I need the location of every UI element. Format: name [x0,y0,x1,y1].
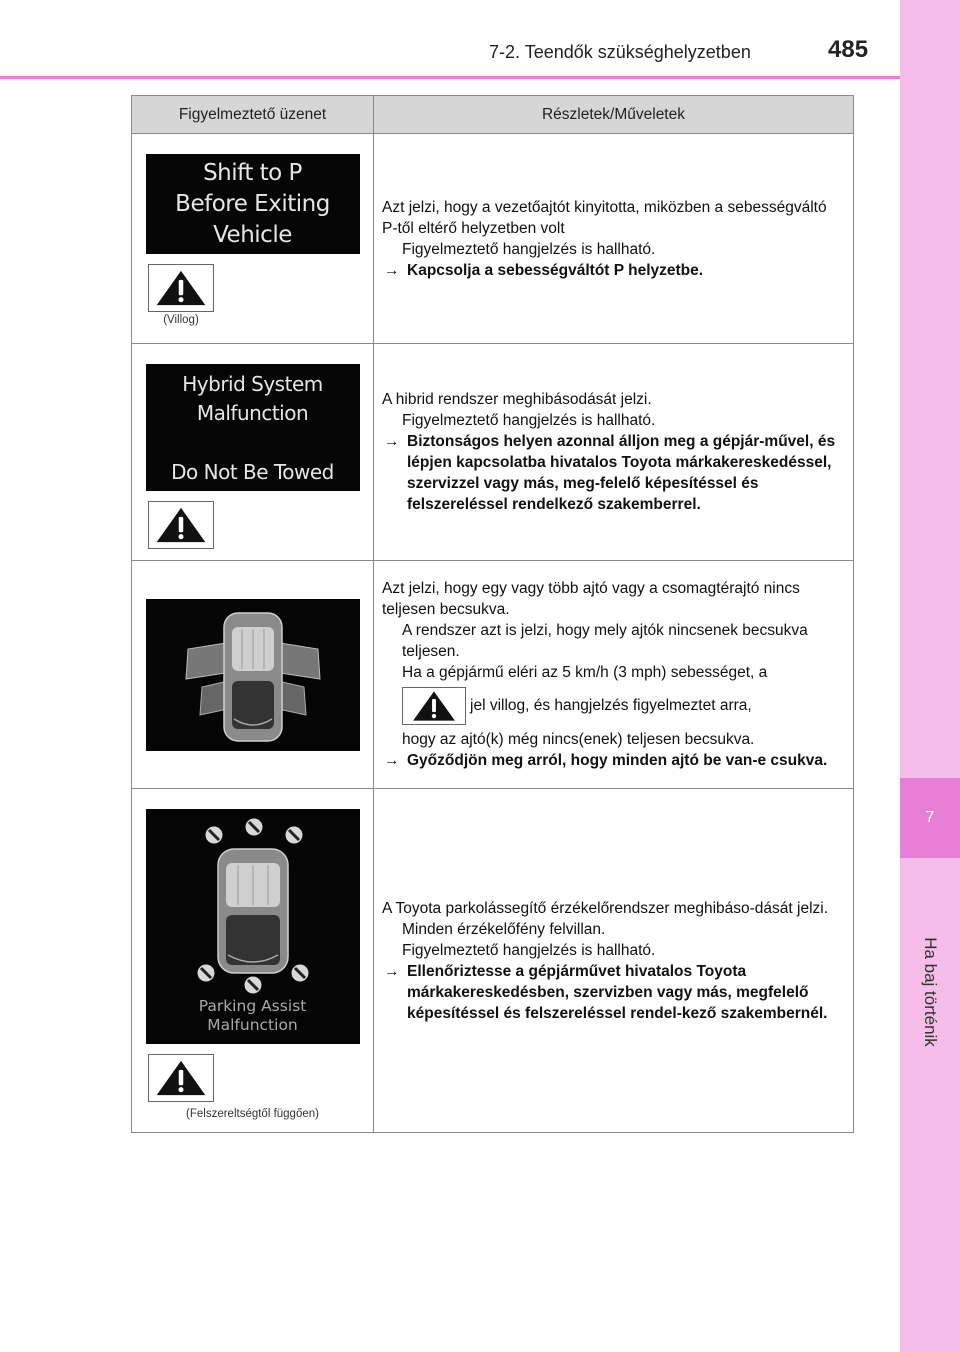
chapter-sidebar [900,0,960,1352]
chapter-number-tab: 7 [900,778,960,858]
sensor-icon [291,965,308,982]
detail-text: Figyelmeztető hangjelzés is hallható. [402,412,656,429]
details-cell [374,344,854,561]
table-header-row [132,96,854,134]
chapter-title: Ha baj történik [921,937,940,1047]
section-title: 7-2. Teendők szükséghelyzetben [489,42,751,62]
display-line: Before Exiting [175,191,330,217]
warning-triangle-icon [148,1054,214,1102]
car-doors-open-icon [146,599,360,751]
warning-message-table [131,95,854,1133]
detail-text-with-icon: jel villog, és hangjelzés figyelmeztet arra, [382,687,841,725]
arrow-icon: → [384,962,400,980]
table-row [132,789,854,1133]
action-text: → Ellenőriztesse a gépjárművet hivatalos Toyota márkakereskedésben, szervizben vagy más, megfelelő képesítéssel és felszereléssel rendel-kező szakembernél. [384,962,828,1022]
display-line: Malfunction [196,401,309,425]
sensor-icon [285,827,302,844]
display-line: Shift to P [203,160,302,186]
details-cell [374,561,854,789]
door-open-display [146,599,360,751]
message-image-cell [132,561,374,789]
arrow-icon: → [384,433,400,450]
detail-text: Figyelmeztető hangjelzés is hallható. [402,941,656,959]
table-row [132,561,854,789]
column-header-message: Figyelmeztető üzenet [132,96,374,134]
detail-text: Figyelmeztető hangjelzés is hallható. [402,240,656,258]
hybrid-system-display [146,364,360,491]
parking-assist-display [146,809,360,1044]
detail-text: hogy az ajtó(k) még nincs(enek) teljesen becsukva. [402,731,755,748]
detail-text: A hibrid rendszer meghibásodását jelzi. [382,391,652,408]
display-text: Parking Assist Malfunction [198,997,307,1034]
detail-text: Azt jelzi, hogy egy vagy több ajtó vagy a csomagtérajtó nincs teljesen becsukva. [382,580,800,618]
arrow-icon: → [384,261,400,279]
detail-text: Azt jelzi, hogy a vezetőajtót kinyitotta, miközben a sebességváltó P-től eltérő helyzetben volt [382,198,827,237]
sensor-icon [205,827,222,844]
details-cell [374,789,854,1133]
warning-triangle-icon [148,501,214,549]
sensor-icon [244,977,261,994]
detail-text: Ha a gépjármű eléri az 5 km/h (3 mph) sebességet, a [402,664,768,681]
details-cell [374,134,854,344]
display-line: Hybrid System [182,372,323,396]
action-text: → Biztonságos helyen azonnal álljon meg a gépjár-művel, és lépjen kapcsolatba hivatalos Toyota márkakereskedéssel, szervizzel vagy más, meg-felelő képesítéssel és felszereléssel rendelkező szakemberrel. [384,433,836,513]
message-image-cell [132,344,374,561]
sensor-icon [245,819,262,836]
page-number: 485 [828,36,869,63]
image-caption: (Villog) [163,314,199,326]
action-text: → Kapcsolja a sebességváltót P helyzetbe. [384,261,704,279]
detail-text: A rendszer azt is jelzi, hogy mely ajtók nincsenek becsukva teljesen. [402,622,808,660]
message-image-cell [132,134,374,344]
arrow-icon: → [384,752,400,769]
detail-text: A Toyota parkolássegítő érzékelőrendszer meghibáso-dását jelzi. [382,899,829,917]
display-line: Do Not Be Towed [171,460,334,484]
detail-text: Minden érzékelőfény felvillan. [402,920,606,938]
table-row [132,344,854,561]
warning-triangle-icon [148,264,214,312]
column-header-details: Részletek/Műveletek [374,96,854,134]
image-caption: (Felszereltségtől függően) [186,1108,319,1120]
display-line: Vehicle [213,222,292,248]
shift-to-p-display [146,154,360,254]
table-row [132,134,854,344]
action-text: → Győződjön meg arról, hogy minden ajtó be van-e csukva. [384,752,828,769]
sensor-icon [197,965,214,982]
warning-triangle-icon [402,687,466,725]
message-image-cell [132,789,374,1133]
header-divider [0,76,900,79]
